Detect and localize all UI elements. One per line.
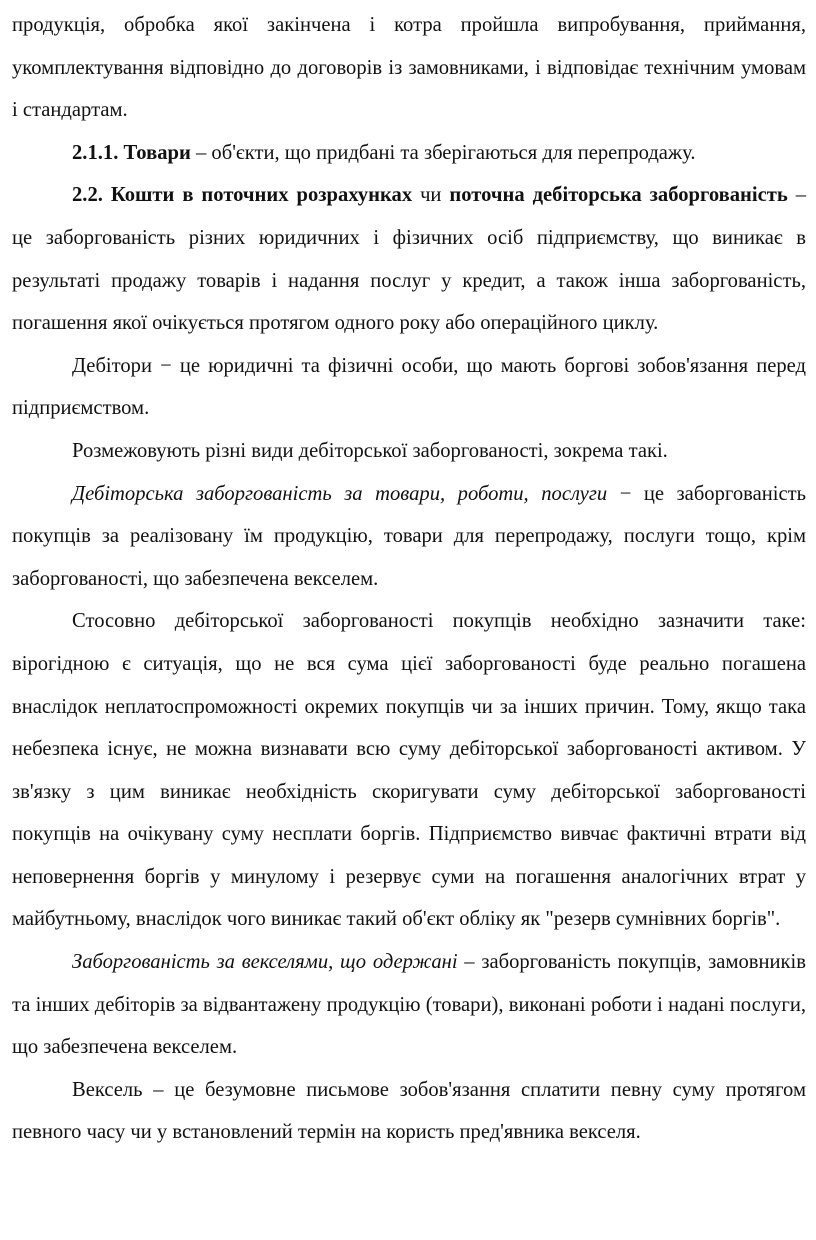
- text-run: − це заборгованість покупців за реалізовану їм продукцію, товари для перепродажу, послуги тощо, крім заборгованості, що забезпечена векселем.: [12, 482, 806, 590]
- paragraph: [12, 345, 806, 430]
- text-run: Стосовно дебіторської заборгованості покупців необхідно зазначити таке: вірогідною є ситуація, що не вся сума цієї заборгованості буде реально погашена внаслідок неплатоспроможності окремих покупців чи за інших причин. Тому, якщо така небезпека існує, не можна визнавати всю суму дебіторської заборгованості активом. У зв'язку з цим виникає необхідність скоригувати суму дебіторської заборгованості покупців на очікувану суму несплати боргів. Підприємство вивчає фактичні втрати від неповернення боргів у минулому і резервує суми на погашення аналогічних втрат у майбутньому, внаслідок чого виникає такий об'єкт обліку як "резерв сумнівних боргів".: [12, 610, 806, 931]
- paragraph: [12, 941, 806, 1069]
- bold-text: 2.2. Кошти в поточних розрахунках: [72, 184, 413, 207]
- paragraph: [12, 4, 806, 132]
- text-run: Вексель – це безумовне письмове зобов'язання сплатити певну суму протягом певного часу чи у встановлений термін на користь пред'явника векселя.: [12, 1078, 806, 1144]
- paragraph: [12, 430, 806, 473]
- text-run: – заборгованість покупців, замовників та інших дебіторів за відвантажену продукцію (товари), виконані роботи і надані послуги, що забезпечена векселем.: [12, 951, 806, 1059]
- paragraph: [12, 1069, 806, 1154]
- paragraph: [12, 174, 806, 344]
- text-run: продукція, обробка якої закінчена і котра пройшла випробування, приймання, укомплектування відповідно до договорів із замовниками, і відповідає технічним умовам і стандартам.: [12, 14, 806, 122]
- text-run: Розмежовують різні види дебіторської заборгованості, зокрема такі.: [72, 439, 668, 462]
- text-run: чи: [412, 184, 450, 207]
- italic-text: Заборгованість за векселями, що одержані: [72, 951, 458, 974]
- paragraph: [12, 473, 806, 601]
- text-run: – об'єкти, що придбані та зберігаються для перепродажу.: [190, 141, 696, 164]
- bold-text: 2.1.1. Товари: [72, 141, 191, 164]
- italic-text: Дебіторська заборгованість за товари, роботи, послуги: [72, 482, 608, 505]
- paragraph: [12, 600, 806, 941]
- text-run: Дебітори − це юридичні та фізичні особи, що мають боргові зобов'язання перед підприємством.: [12, 354, 806, 420]
- paragraph: [12, 132, 806, 175]
- text-run: – це заборгованість різних юридичних і фізичних осіб підприємству, що виникає в результаті продажу товарів і надання послуг у кредит, а також інша заборгованість, погашення якої очікується протягом одного року або операційного циклу.: [12, 184, 807, 335]
- bold-text: поточна дебіторська заборгованість: [449, 184, 788, 207]
